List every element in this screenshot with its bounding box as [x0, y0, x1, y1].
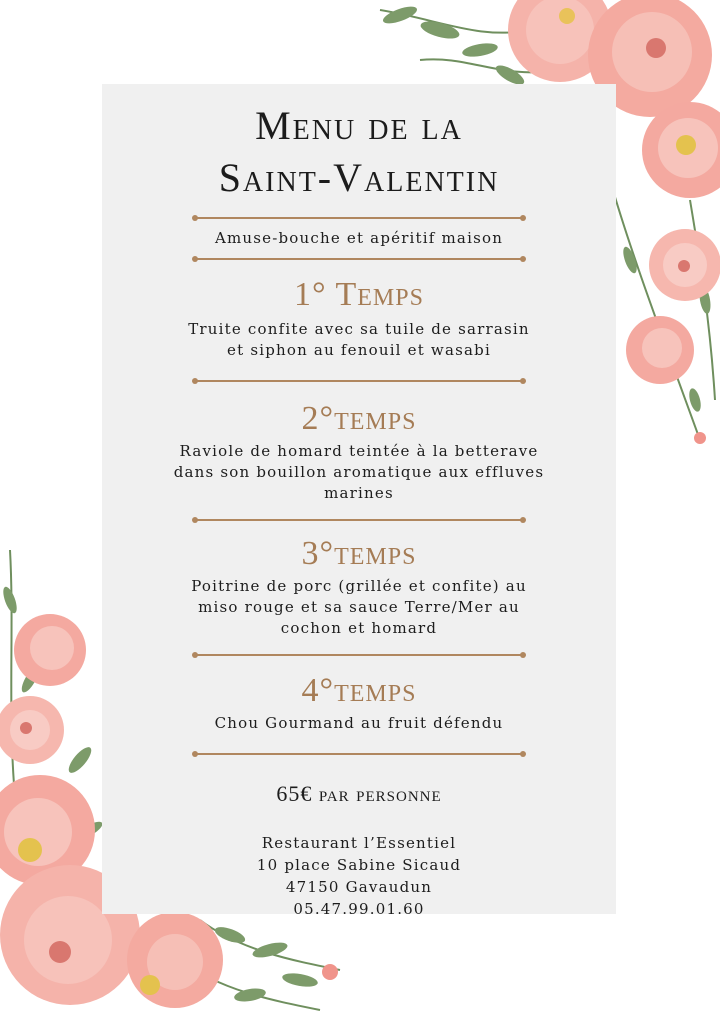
course-4-line: Chou Gourmand au fruit défendu	[214, 714, 504, 732]
divider	[192, 750, 526, 758]
course-1-line: et siphon au fenouil et wasabi	[227, 341, 491, 359]
restaurant-city: 47150 Gavaudun	[285, 878, 433, 896]
course-1-description	[102, 319, 616, 361]
course-3-line: cochon et homard	[280, 619, 438, 637]
menu-title	[102, 100, 616, 204]
course-3-heading: 3°temps	[301, 535, 417, 572]
divider	[192, 516, 526, 524]
course-2-heading: 2°temps	[301, 400, 417, 437]
menu-card	[102, 84, 616, 918]
divider	[192, 214, 526, 222]
restaurant-address: 10 place Sabine Sicaud	[256, 856, 462, 874]
course-2-line: marines	[324, 484, 394, 502]
course-2-line: dans son bouillon aromatique aux effluves	[173, 463, 545, 481]
course-1-line: Truite confite avec sa tuile de sarrasin	[188, 320, 530, 338]
course-2-description	[102, 441, 616, 504]
restaurant-name: Restaurant l’Essentiel	[261, 834, 457, 852]
course-4-description	[102, 713, 616, 734]
menu-title-line-1: Menu de la	[255, 103, 463, 148]
course-2-line: Raviole de homard teintée à la betterave	[179, 442, 539, 460]
menu-title-line-2: Saint-Valentin	[218, 155, 500, 200]
course-1-heading: 1° Temps	[294, 276, 424, 313]
divider	[192, 651, 526, 659]
divider	[192, 255, 526, 263]
price: 65€ par personne	[276, 781, 442, 806]
divider	[192, 377, 526, 385]
course-3-description	[102, 576, 616, 639]
restaurant-info	[102, 832, 616, 920]
course-3-line: Poitrine de porc (grillée et confite) au	[191, 577, 527, 595]
course-3-line: miso rouge et sa sauce Terre/Mer au	[198, 598, 520, 616]
restaurant-phone: 05.47.99.01.60	[293, 900, 425, 918]
course-4-heading: 4°temps	[301, 672, 417, 709]
intro-text: Amuse-bouche et apéritif maison	[214, 229, 504, 247]
